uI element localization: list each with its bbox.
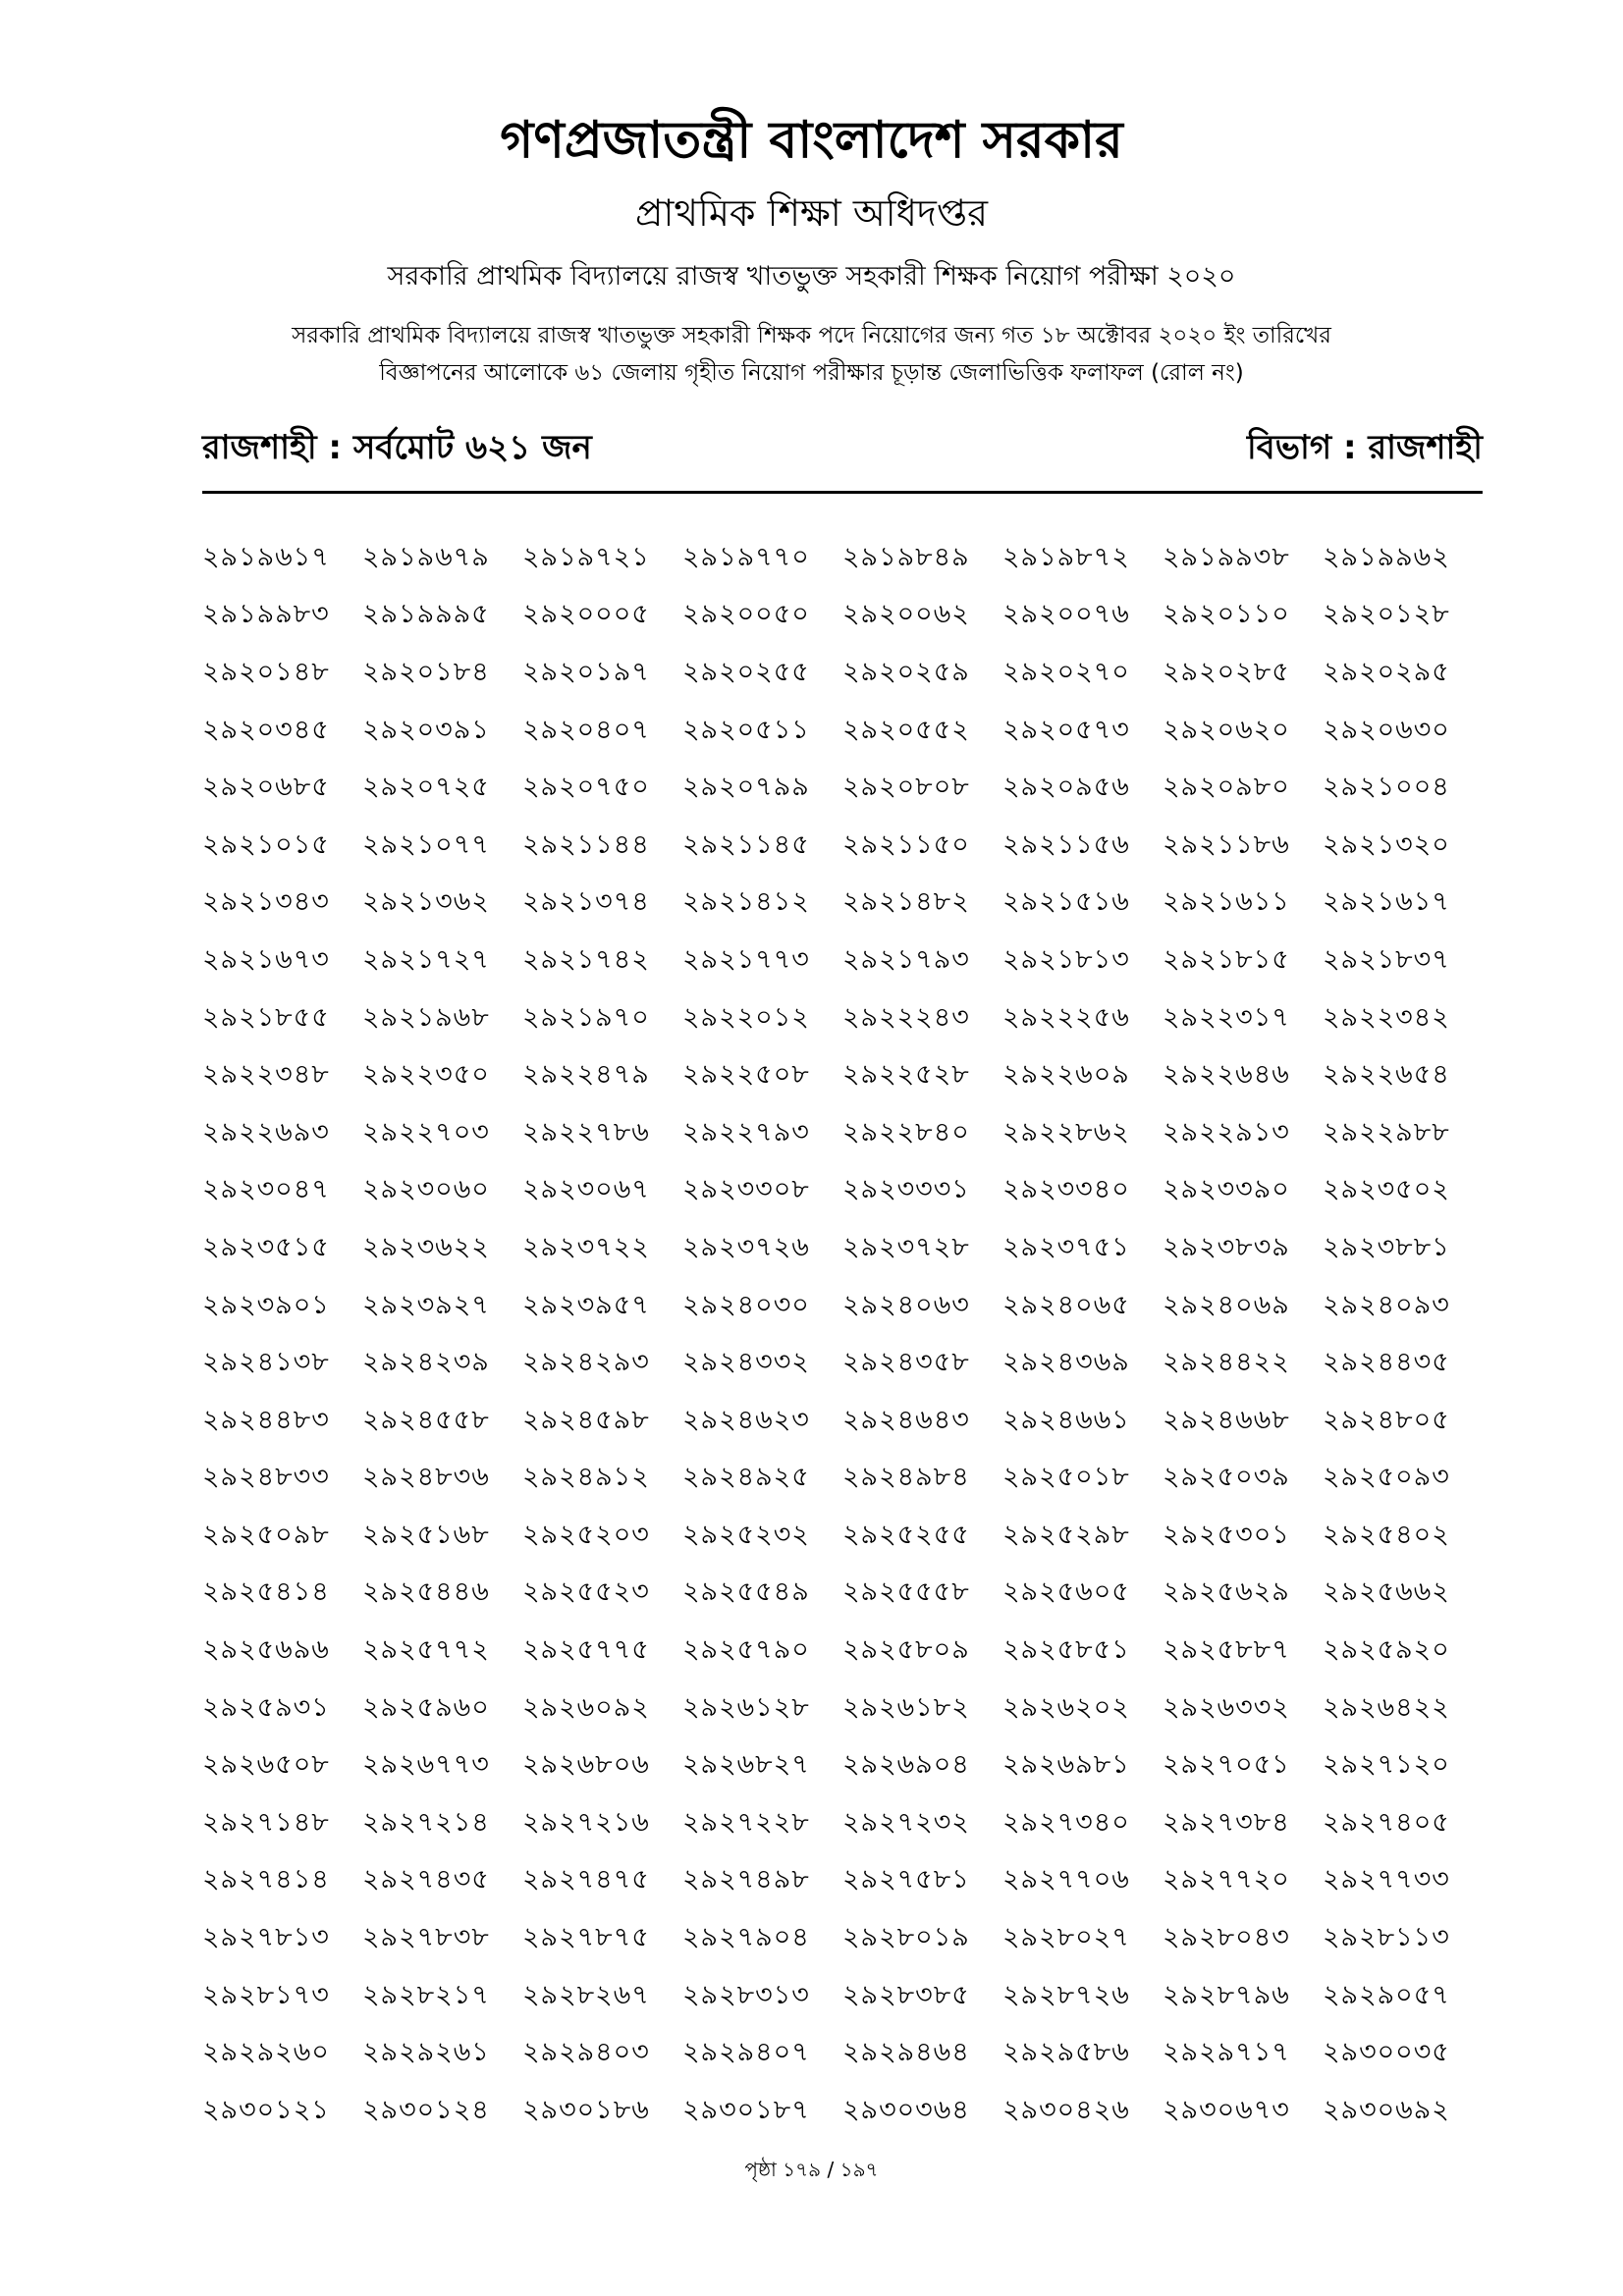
roll-number: ২৯২২৬৫৪ [1323,1059,1450,1091]
roll-number: ২৯২১৯৭০ [522,1001,650,1033]
roll-number: ২৯২৪৯২৫ [682,1462,810,1493]
roll-number: ২৯২৪০৬৯ [1163,1289,1290,1320]
roll-number: ২৯২৪৪৩৫ [1323,1347,1450,1378]
roll-number: ২৯২৫২৫৫ [842,1519,970,1550]
roll-number: ২৯২৩৮৮১ [1323,1231,1450,1262]
roll-number: ২৯২৪৩৫৮ [842,1347,970,1378]
roll-row [202,530,1483,588]
roll-number: ২৯২৩৯৫৭ [522,1289,650,1320]
roll-number: ২৯২৫৫৫৮ [842,1576,970,1608]
roll-number: ২৯২৪৪২২ [1163,1347,1290,1378]
roll-number: ২৯৩০৪২৬ [1002,2094,1130,2125]
roll-number: ২৯২৪৬৬৮ [1163,1404,1290,1435]
roll-number: ২৯২৪৯৮৪ [842,1462,970,1493]
roll-number: ২৯২৫৪০২ [1323,1519,1450,1550]
roll-number: ২৯২৯৫৮৬ [1002,2037,1130,2068]
roll-number: ২৯২৯৪০৩ [522,2037,650,2068]
roll-number: ২৯২৫৫২৩ [522,1576,650,1608]
roll-number: ২৯২৬৩৩২ [1163,1691,1290,1723]
roll-number: ২৯২০২৫৫ [682,656,810,687]
roll-number: ২৯২৩৯২৭ [362,1289,490,1320]
roll-row [202,1508,1483,1566]
roll-number: ২৯২৭৮৩৮ [362,1922,490,1953]
roll-row [202,990,1483,1048]
roll-number: ২৯২৯২৬১ [362,2037,490,2068]
roll-number: ২৯২৪০৯৩ [1323,1289,1450,1320]
roll-number: ২৯২০১৯৭ [522,656,650,687]
roll-number: ২৯২৮৭২৬ [1002,1979,1130,2010]
roll-number: ২৯২৭৯০৪ [682,1922,810,1953]
roll-number: ২৯২০৫১১ [682,714,810,745]
roll-number: ২৯২৩৮৩৯ [1163,1231,1290,1262]
roll-number: ২৯২৮৩১৩ [682,1979,810,2010]
roll-number: ২৯২১১৫০ [842,828,970,860]
roll-number: ২৯২৬৭৭৩ [362,1749,490,1781]
division-heading: বিভাগ : রাজশাহী [1247,428,1483,467]
roll-number: ২৯২২৬৯৩ [202,1116,330,1148]
roll-number: ২৯২১৬১১ [1163,886,1290,918]
roll-number: ২৯২৯৭১৭ [1163,2037,1290,2068]
description-line-1: সরকারি প্রাথমিক বিদ্যালয়ে রাজস্ব খাতভুক্ত সহকারী শিক্ষক পদে নিয়োগের জন্য গত ১৮ অক্টোবর ২০২০ ইং তারিখের [292,323,1331,348]
roll-number: ২৯২৩৭২২ [522,1231,650,1262]
roll-row [202,1335,1483,1393]
roll-number: ২৯২৩৯০১ [202,1289,330,1320]
roll-number: ২৯২০৮০৮ [842,772,970,803]
roll-number: ২৯২০১১০ [1163,599,1290,630]
roll-number: ২৯২৪৯১২ [522,1462,650,1493]
roll-number: ২৯২৬৪২২ [1323,1691,1450,1723]
roll-number: ২৯১৯৯৬২ [1323,541,1450,572]
roll-number: ২৯২৭৩৮৪ [1163,1806,1290,1838]
roll-number: ২৯২৭৪৭৫ [522,1864,650,1896]
roll-row [202,645,1483,703]
roll-number: ২৯২৭২১৪ [362,1806,490,1838]
roll-number: ২৯২১৭২৭ [362,943,490,975]
roll-number: ২৯২৪৬৬১ [1002,1404,1130,1435]
roll-number: ২৯২৫৪১৪ [202,1576,330,1608]
roll-number: ২৯১৯৯৩৮ [1163,541,1290,572]
roll-number: ২৯২১৩৭৪ [522,886,650,918]
header-divider [202,491,1483,494]
roll-number: ২৯২৭১২০ [1323,1749,1450,1781]
roll-number: ২৯২৭৭৩৩ [1323,1864,1450,1896]
roll-number: ২৯২৩৩৩১ [842,1174,970,1205]
roll-number: ২৯২০২৯৫ [1323,656,1450,687]
roll-number: ২৯২০৭২৫ [362,772,490,803]
roll-number: ২৯২০৩৯১ [362,714,490,745]
roll-number: ২৯২৭৩৪০ [1002,1806,1130,1838]
roll-number: ২৯২৭৭২০ [1163,1864,1290,1896]
roll-number: ২৯৩০০৩৫ [1323,2037,1450,2068]
roll-number: ২৯২৪৮৩৩ [202,1462,330,1493]
roll-number: ২৯২০৯৫৬ [1002,772,1130,803]
roll-number: ২৯১৯৯৮৩ [202,599,330,630]
roll-number: ২৯২৪৮০৫ [1323,1404,1450,1435]
roll-number: ২৯২৩০৪৭ [202,1174,330,1205]
roll-number: ২৯২৭৮১৩ [202,1922,330,1953]
roll-number: ২৯২১০৭৭ [362,828,490,860]
roll-number: ২৯২৪০৩০ [682,1289,810,1320]
roll-number: ২৯২৩৬২২ [362,1231,490,1262]
roll-number: ২৯৩০৩৬৪ [842,2094,970,2125]
roll-row [202,1047,1483,1105]
roll-number: ২৯২৭৪১৪ [202,1864,330,1896]
roll-number: ২৯২৪৩৩২ [682,1347,810,1378]
roll-number: ২৯১৯৯৯৫ [362,599,490,630]
roll-number: ২৯২৫০১৮ [1002,1462,1130,1493]
roll-number: ২৯২৪২৯৩ [522,1347,650,1378]
roll-number: ২৯২৯২৬০ [202,2037,330,2068]
roll-number: ২৯২২৫০৮ [682,1059,810,1091]
roll-number: ২৯৩০১২৪ [362,2094,490,2125]
roll-number: ২৯২৫২৩২ [682,1519,810,1550]
roll-row [202,1278,1483,1336]
roll-number: ২৯২৫৭৭২ [362,1634,490,1666]
roll-number: ২৯২১০০৪ [1323,772,1450,803]
roll-number: ২৯২৮২৬৭ [522,1979,650,2010]
roll-number: ২৯২০৭৯৯ [682,772,810,803]
roll-number: ২৯২৫৬৯৬ [202,1634,330,1666]
roll-number: ২৯২১৩২০ [1323,828,1450,860]
roll-number: ২৯১৯৮৭২ [1002,541,1130,572]
roll-row [202,1623,1483,1681]
roll-number: ২৯২৬৯৮১ [1002,1749,1130,1781]
roll-number: ২৯২৫৫৪৯ [682,1576,810,1608]
roll-row [202,2083,1483,2141]
roll-number: ২৯২১৮১৩ [1002,943,1130,975]
roll-row [202,703,1483,761]
roll-number: ২৯২৪২৩৯ [362,1347,490,1378]
roll-number: ২৯২০১৮৪ [362,656,490,687]
roll-number: ২৯২৭৪৯৮ [682,1864,810,1896]
roll-number: ২৯২১৩৪৩ [202,886,330,918]
roll-number: ২৯৩০১৮৬ [522,2094,650,2125]
roll-number: ২৯২৫৬২৯ [1163,1576,1290,1608]
roll-number: ২৯২৩৭৫১ [1002,1231,1130,1262]
description-line-2: বিজ্ঞাপনের আলোকে ৬১ জেলায় গৃহীত নিয়োগ পরীক্ষার চূড়ান্ত জেলাভিত্তিক ফলাফল (রোল নং) [379,360,1244,386]
roll-row [202,1220,1483,1278]
roll-number: ২৯২৫০৯৩ [1323,1462,1450,1493]
roll-row [202,933,1483,990]
roll-number: ২৯২৯৪৬৪ [842,2037,970,2068]
roll-number: ২৯২৫৪৪৬ [362,1576,490,1608]
roll-number: ২৯২৫৭৭৫ [522,1634,650,1666]
roll-number: ২৯২৫৮০৯ [842,1634,970,1666]
roll-number-table [202,530,1483,2141]
roll-number: ২৯২৫১৬৮ [362,1519,490,1550]
roll-number: ২৯২১৫১৬ [1002,886,1130,918]
roll-number: ২৯২৫৭৯০ [682,1634,810,1666]
roll-number: ২৯২২৬০৯ [1002,1059,1130,1091]
roll-number: ২৯৩০১২১ [202,2094,330,2125]
roll-number: ২৯২১৮১৫ [1163,943,1290,975]
page-number: পৃষ্ঠা ১৭৯ / ১৯৭ [744,2158,879,2181]
roll-number: ২৯২৮৩৮৫ [842,1979,970,2010]
roll-row [202,1968,1483,2026]
roll-row [202,876,1483,934]
roll-number: ২৯২৬৯০৪ [842,1749,970,1781]
roll-number: ২৯২০৫৭৩ [1002,714,1130,745]
roll-number: ২৯২০০৫০ [682,599,810,630]
roll-number: ২৯২৬১২৮ [682,1691,810,1723]
roll-number: ২৯৩০৬৯২ [1323,2094,1450,2125]
roll-number: ২৯২১৭৭৩ [682,943,810,975]
roll-number: ২৯২৮১৭৩ [202,1979,330,2010]
roll-number: ২৯২১১৪৪ [522,828,650,860]
roll-number: ২৯২০০৭৬ [1002,599,1130,630]
roll-number: ২৯২৭১৪৮ [202,1806,330,1838]
roll-row [202,1105,1483,1163]
roll-number: ২৯২১৪৮২ [842,886,970,918]
roll-number: ২৯২৮১১৩ [1323,1922,1450,1953]
roll-number: ২৯২৭২২৮ [682,1806,810,1838]
roll-number: ২৯২২৪৭৯ [522,1059,650,1091]
roll-number: ২৯২২৭৮৬ [522,1116,650,1148]
roll-number: ২৯২৩৩৪০ [1002,1174,1130,1205]
roll-number: ২৯১৯৬১৭ [202,541,330,572]
roll-number: ২৯২০৬২০ [1163,714,1290,745]
roll-number: ২৯২৪৫৯৮ [522,1404,650,1435]
roll-number: ২৯২৪৮৩৬ [362,1462,490,1493]
roll-number: ২৯২৭৭০৬ [1002,1864,1130,1896]
roll-number: ২৯২৪৬৪৩ [842,1404,970,1435]
roll-number: ২৯২৩০৬৭ [522,1174,650,1205]
roll-number: ২৯২১১৫৬ [1002,828,1130,860]
roll-number: ২৯২২৬৪৬ [1163,1059,1290,1091]
roll-number: ২৯২৩৫০২ [1323,1174,1450,1205]
roll-number: ২৯২০২৭০ [1002,656,1130,687]
roll-row [202,1910,1483,1968]
roll-number: ২৯২০২৫৯ [842,656,970,687]
roll-number: ২৯২৩৩০৮ [682,1174,810,1205]
roll-number: ২৯২০০০৫ [522,599,650,630]
roll-number: ২৯২১১৪৫ [682,828,810,860]
roll-number: ২৯২২২৫৬ [1002,1001,1130,1033]
roll-number: ২৯২৬৫০৮ [202,1749,330,1781]
roll-number: ২৯২৫৬৬২ [1323,1576,1450,1608]
roll-row [202,2025,1483,2083]
roll-number: ২৯২৫০৩৯ [1163,1462,1290,1493]
roll-number: ২৯২২০১২ [682,1001,810,1033]
roll-number: ২৯১৯৭২১ [522,541,650,572]
roll-number: ২৯২১৮৩৭ [1323,943,1450,975]
roll-number: ২৯২৬১৮২ [842,1691,970,1723]
roll-number: ২৯২৪৬২৩ [682,1404,810,1435]
government-title: গণপ্রজাতন্ত্রী বাংলাদেশ সরকার [500,111,1123,170]
roll-number: ২৯২০২৮৫ [1163,656,1290,687]
roll-number: ২৯২২৩১৭ [1163,1001,1290,1033]
roll-number: ২৯২০০৬২ [842,599,970,630]
roll-number: ২৯২৮০১৯ [842,1922,970,1953]
roll-number: ২৯২৫২৯৮ [1002,1519,1130,1550]
roll-number: ২৯২৩৭২৬ [682,1231,810,1262]
roll-number: ২৯২১১৮৬ [1163,828,1290,860]
roll-row [202,588,1483,646]
roll-number: ২৯২০১২৮ [1323,599,1450,630]
roll-number: ২৯৩০৬৭৩ [1163,2094,1290,2125]
roll-number: ২৯২২৮৬২ [1002,1116,1130,1148]
roll-number: ২৯২৬০৯২ [522,1691,650,1723]
roll-number: ২৯২০৭৫০ [522,772,650,803]
roll-number: ২৯২০১৪৮ [202,656,330,687]
roll-row [202,1566,1483,1624]
roll-number: ২৯২৬৮০৬ [522,1749,650,1781]
roll-number: ২৯২২৭০৩ [362,1116,490,1148]
roll-number: ২৯২৫৯৩১ [202,1691,330,1723]
roll-number: ২৯২১৬১৭ [1323,886,1450,918]
roll-number: ২৯২৪৪৮৩ [202,1404,330,1435]
roll-number: ২৯২৩৭২৮ [842,1231,970,1262]
roll-row [202,1163,1483,1221]
roll-row [202,760,1483,818]
roll-number: ২৯২০৯৮০ [1163,772,1290,803]
roll-row [202,1737,1483,1795]
roll-number: ২৯২২৫২৮ [842,1059,970,1091]
roll-number: ২৯২৫৮৫১ [1002,1634,1130,1666]
roll-number: ২৯২৪০৬৩ [842,1289,970,1320]
roll-number: ২৯২২৩৪২ [1323,1001,1450,1033]
exam-title: সরকারি প্রাথমিক বিদ্যালয়ে রাজস্ব খাতভুক্ত সহকারী শিক্ষক নিয়োগ পরীক্ষা ২০২০ [387,261,1236,292]
roll-number: ২৯২৩৩৯০ [1163,1174,1290,1205]
roll-number: ২৯২৩৫১৫ [202,1231,330,1262]
roll-row [202,1681,1483,1738]
roll-number: ২৯২৬২০২ [1002,1691,1130,1723]
roll-number: ২৯২৮৭৯৬ [1163,1979,1290,2010]
roll-number: ২৯২১৭৪২ [522,943,650,975]
roll-number: ২৯২২৯৮৮ [1323,1116,1450,1148]
roll-number: ২৯২৪১৩৮ [202,1347,330,1378]
roll-number: ২৯২৭২৩২ [842,1806,970,1838]
roll-number: ২৯১৯৬৭৯ [362,541,490,572]
roll-number: ২৯২৭৫৮১ [842,1864,970,1896]
roll-number: ২৯২৫০৯৮ [202,1519,330,1550]
roll-number: ২৯২৮০৪৩ [1163,1922,1290,1953]
roll-number: ২৯২২৩৪৮ [202,1059,330,1091]
roll-number: ২৯২৮২১৭ [362,1979,490,2010]
roll-number: ২৯২৫৮৮৭ [1163,1634,1290,1666]
roll-number: ২৯২১৪১২ [682,886,810,918]
roll-number: ২৯২২৯১৩ [1163,1116,1290,1148]
roll-row [202,1795,1483,1853]
roll-row [202,1393,1483,1451]
roll-number: ২৯২৪৩৬৯ [1002,1347,1130,1378]
roll-number: ২৯২১৬৭৩ [202,943,330,975]
roll-row [202,818,1483,876]
roll-number: ২৯২২২৪৩ [842,1001,970,1033]
roll-number: ২৯২৯৪০৭ [682,2037,810,2068]
roll-row [202,1451,1483,1509]
department-title: প্রাথমিক শিক্ষা অধিদপ্তর [634,191,989,235]
roll-number: ২৯২৫৩০১ [1163,1519,1290,1550]
roll-number: ২৯২৩০৬০ [362,1174,490,1205]
roll-number: ২৯২৫৬০৫ [1002,1576,1130,1608]
roll-number: ২৯২১৯৬৮ [362,1001,490,1033]
district-total-heading: রাজশাহী : সর্বমোট ৬২১ জন [202,428,592,467]
roll-number: ২৯২৭২১৬ [522,1806,650,1838]
roll-number: ২৯১৯৭৭০ [682,541,810,572]
roll-number: ২৯২৯০৫৭ [1323,1979,1450,2010]
roll-row [202,1853,1483,1911]
roll-number: ২৯২২৭৯৩ [682,1116,810,1148]
roll-number: ২৯২১৭৯৩ [842,943,970,975]
roll-number: ২৯২০৪০৭ [522,714,650,745]
roll-number: ২৯৩০১৮৭ [682,2094,810,2125]
roll-number: ২৯২০৫৫২ [842,714,970,745]
roll-number: ২৯২০৬৩০ [1323,714,1450,745]
roll-number: ২৯২১৮৫৫ [202,1001,330,1033]
roll-number: ২৯২৭৪৩৫ [362,1864,490,1896]
roll-number: ২৯২৬৮২৭ [682,1749,810,1781]
roll-number: ২৯২৭৪০৫ [1323,1806,1450,1838]
roll-number: ২৯২৮০২৭ [1002,1922,1130,1953]
roll-number: ২৯১৯৮৪৯ [842,541,970,572]
roll-number: ২৯২৫৯২০ [1323,1634,1450,1666]
roll-number: ২৯২০৩৪৫ [202,714,330,745]
roll-number: ২৯২৪৫৫৮ [362,1404,490,1435]
roll-number: ২৯২৪০৬৫ [1002,1289,1130,1320]
roll-number: ২৯২১৩৬২ [362,886,490,918]
roll-number: ২৯২৭০৫১ [1163,1749,1290,1781]
roll-number: ২৯২৫৯৬০ [362,1691,490,1723]
roll-number: ২৯২৭৮৭৫ [522,1922,650,1953]
roll-number: ২৯২২৩৫০ [362,1059,490,1091]
roll-number: ২৯২১০১৫ [202,828,330,860]
roll-number: ২৯২০৬৮৫ [202,772,330,803]
roll-number: ২৯২৫২০৩ [522,1519,650,1550]
roll-number: ২৯২২৮৪০ [842,1116,970,1148]
